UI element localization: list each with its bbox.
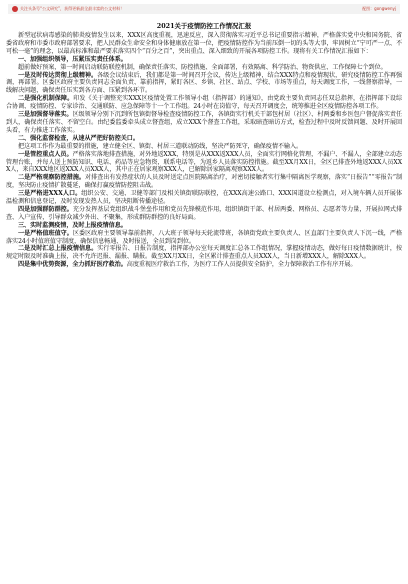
paragraph-lead: 三是严格进XXX人口。 <box>18 190 82 198</box>
paragraph-lead: 二是及时汇总上报疫情信息。 <box>18 245 98 253</box>
banner-left-text: 关注头条号“公文研究”，获得更新最全最丰富的公文材料！ <box>20 6 125 11</box>
paragraph-lead: 一是及时传达贯彻上级精神。 <box>18 71 98 79</box>
body-paragraph <box>6 206 402 222</box>
body-paragraph <box>6 95 402 111</box>
body-paragraph <box>6 245 402 261</box>
document-body <box>0 14 408 269</box>
paragraph-text: 区委区政府主要领导靠前指挥，八大班子领导每天轮流带班，各镇街党政主要负责人、区直部门主要负责人下沉一线，严格落实24小时值班值守制度，确保信息畅通、及时报送，全员到岗到位。 <box>6 229 402 245</box>
paragraph-list <box>6 32 402 269</box>
body-paragraph <box>6 111 402 135</box>
paragraph-text: 严格落实落地排查措施，对外地返XXX，特别是从XXX返XXX人员，全面实行网格化管理，不漏户、不漏人，全部建立动态管理台账，并每人送上预防知识、电话、药品等应急物资，联系电话等，为返乡人员落实防控措施。截至XX月XX日，全区已排查外地返XXX人员XXX人，来自XXX地区返XXX人员XXX人，其中正在居家观察XXX人，已解除居家隔离观察XXX人。 <box>6 150 402 174</box>
body-paragraph <box>6 261 402 269</box>
body-paragraph: 超前做好预案，第一时间启动联防联控机制，确保责任落实、防控措施、全面部署，有效隔离、科学防治、物资供应、工作保障七个到位。 <box>18 63 387 71</box>
paragraph-lead: 一是管控重点人员。 <box>18 150 73 158</box>
paragraph-lead: 三是加强督导落实。 <box>18 111 73 119</box>
paragraph-lead: 四是集中优势资源，全力抓好医疗救治。 <box>18 261 127 269</box>
paragraph-text: 区级领导分别下沉到所包镇街督导检查疫情防控工作，各镇街实行机关干部包村居（社区）、村两委和乡医包户督促落实责任到人，确保责任落实、不留空白。由纪委监委牵头成立督查组，成立XXX个督查工作组，采取暗查暗访方式，检查过程中及时反馈问题、及时开展回头看，有力推进工作落实。 <box>6 111 402 134</box>
toutiao-logo-icon <box>12 6 18 12</box>
paragraph-lead: 四是加强群防群控。 <box>18 205 73 213</box>
body-paragraph: 新型冠状病毒感染的肺炎疫情发生以来，XXX区高度重视，迅速反应，深入贯彻落实习近平总书记重要指示精神，严格落实党中央和国务院、省委省政府和市委市政府部署要求，把人民群众生命安全和身体健康放在第一位，把疫情防控作为当前压倒一切的头等大事，牢固树立“宁可严一点、不可松一毫”的理念，以最高标准和最严要求落实四个“百分之百”，突出重点、深入细致的开展各项防控工作。现将有关工作情况汇报如下： <box>6 32 402 55</box>
paragraph-text: 印发《关于调整充实XXX区疫情处置工作领导小组（指挥部）的通知》，由党政主要负责同志任双总指挥，在指挥部下设综合协调、疫情防控、专家诊治、交通联防、应急保障等十一个工作组。24小时在岗值守，每天召开调度会，统筹推进全区疫情防控各项工作。 <box>6 95 402 111</box>
paragraph-text: 组织公安、交通、卫健等部门及相关镇街联防联控，在XXX高速公路口、XXX国道设立检测点，对入境车辆人员开展体温检测和信息登记，及时发现发热人员，坚决阻断传播途径。 <box>6 190 402 206</box>
body-paragraph <box>6 174 402 190</box>
body-paragraph <box>6 190 402 206</box>
body-paragraph <box>6 72 402 96</box>
document-title: 2021关于疫情防控工作情况汇报 <box>156 22 252 30</box>
section-heading: 二、强化监督检查，从速从严把好防控关口。 <box>18 134 139 142</box>
paragraph-text: 各级会议结束后，我们都是第一时间召开会议，传达上级精神，结合XXX特点和疫情现状，研究疫情防控工作再强调，再部署。区委区政府主要负责同志全面负责、靠前指挥，紧盯各区、乡镇、社区、站点、学校、市场等重点，每天调度工作，一线督察指导，一线解决问题，确保责任压实到各方面、压紧到各环节。 <box>6 71 402 95</box>
paragraph-lead: 一是严格值班值守。 <box>18 229 73 237</box>
paragraph-lead: 二是强化机制保障。 <box>18 95 74 103</box>
body-paragraph <box>6 151 402 175</box>
banner-right-text: 配图：gongwenyj <box>362 6 396 11</box>
body-paragraph: 把这项工作作为最重要的措施，建立健全区、镇街、村居三道联动防线，坚决严防死守，确保疫情不输入。 <box>18 142 303 150</box>
paragraph-text: 高度重视医疗救治工作，为医疗工作人员提供安全防护，全力保障救治工作有序开展。 <box>126 261 357 269</box>
paragraph-text: 实行零报告、日报告制度，指挥部办公室每天调度汇总各工作组情况，掌握疫情动态，做好每日疫情数据统计，按规定时限及时准确上报，决不允许迟报、漏报、瞒报。截至XX月XX日，全区累计排查重点人员XXX人，当日新增XXX人，解除XXX人。 <box>6 245 402 261</box>
section-heading: 三、实时监测疫情，及时上报疫情信息。 <box>18 221 127 229</box>
paragraph-text: 对排查出有发热症状的人员及时送定点医院隔离治疗，对密切接触者实行集中隔离医学观察，落实“日报告”“零报告”制度，坚决防止疫情扩散蔓延，确保打赢疫情防控阻击战。 <box>6 174 403 190</box>
promo-banner[interactable] <box>8 4 400 14</box>
body-paragraph <box>6 230 402 246</box>
paragraph-text: 充分发挥基层党组织战斗堡垒作用和党员先锋模范作用，组织镇街干部、村居两委、网格员、志愿者等力量，开展拉网式排查、入户宣传，引导群众减少外出、不聚集，形成群防群控的良好局面。 <box>6 205 402 221</box>
section-heading: 一、加强组织领导，压紧压实责任体系。 <box>18 55 127 63</box>
paragraph-lead: 二是严格观察防控措施。 <box>18 174 86 182</box>
